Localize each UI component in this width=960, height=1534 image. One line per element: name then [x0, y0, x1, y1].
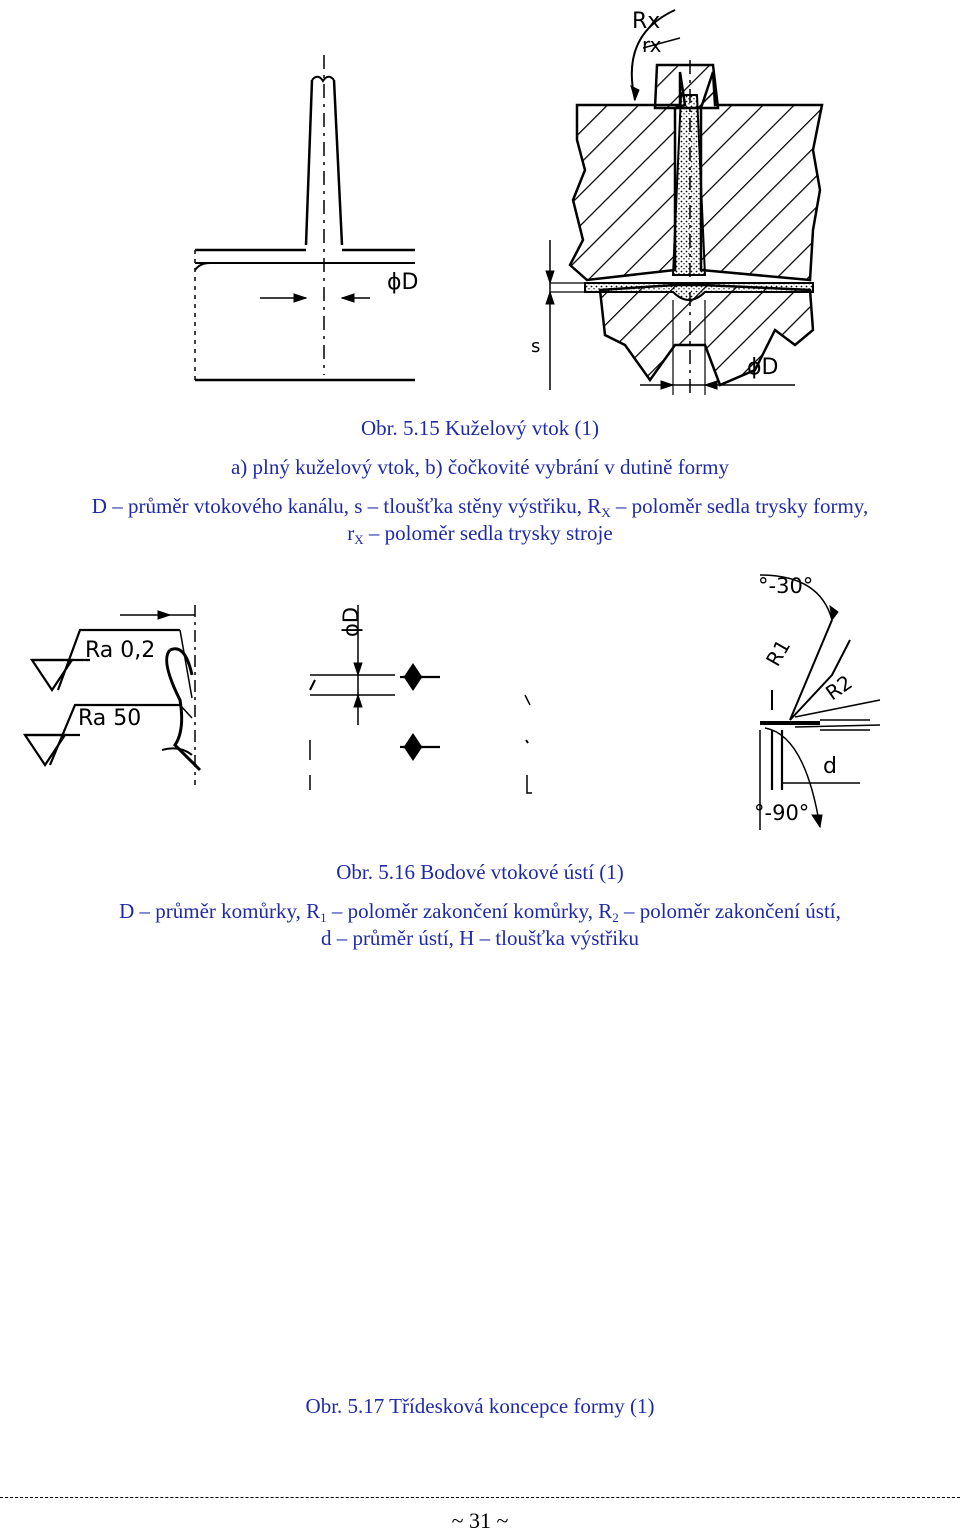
diameter-label-b: ϕD	[747, 355, 779, 380]
r1-label: R1	[761, 635, 796, 671]
roughness-label-1: Ra 0,2	[85, 638, 156, 663]
caption-5-15-line3: D – průměr vtokového kanálu, s – tloušťka stěny výstřiku, $R_X$ – poloměr sedla trysky formy,	[91, 494, 869, 520]
caption-5-15-title: Obr. 5.15 Kuželový vtok (1)	[361, 416, 599, 440]
diameter-label-16: ϕD	[339, 606, 363, 637]
figure-5-15b-lens-recess	[525, 0, 825, 400]
caption-5-16-title: Obr. 5.16 Bodové vtokové ústí (1)	[336, 860, 624, 884]
r2-label: R2	[821, 670, 857, 706]
page-number: ~ 31 ~	[451, 1508, 509, 1533]
angle-top-label: °-30°	[758, 574, 814, 598]
diameter-label: ϕD	[387, 270, 419, 295]
roughness-label-2: Ra 50	[78, 706, 142, 731]
figure-5-15a-full-conical-sprue	[190, 45, 430, 395]
caption-5-15-line4: $r_X$ – poloměr sedla trysky stroje	[347, 521, 613, 547]
figure-5-16-pin-gate	[20, 565, 900, 840]
rx-lower-label: rx	[642, 33, 662, 57]
angle-bottom-label: °-90°	[754, 801, 810, 825]
caption-5-16-line3: d – průměr ústí, H – tloušťka výstřiku	[320, 926, 640, 950]
footer-divider	[0, 1497, 960, 1498]
caption-5-17-title: Obr. 5.17 Třídesková koncepce formy (1)	[305, 1394, 655, 1418]
s-label: s	[531, 336, 541, 357]
rx-upper-label: Rx	[632, 9, 661, 34]
d-label: d	[823, 754, 837, 779]
caption-5-15-line2: a) plný kuželový vtok, b) čočkovité vybrání v dutině formy	[230, 455, 730, 479]
caption-5-16-line2: D – průměr komůrky, $R_1$ – poloměr zakončení komůrky, $R_2$ – poloměr zakončení ústí,	[119, 899, 841, 925]
